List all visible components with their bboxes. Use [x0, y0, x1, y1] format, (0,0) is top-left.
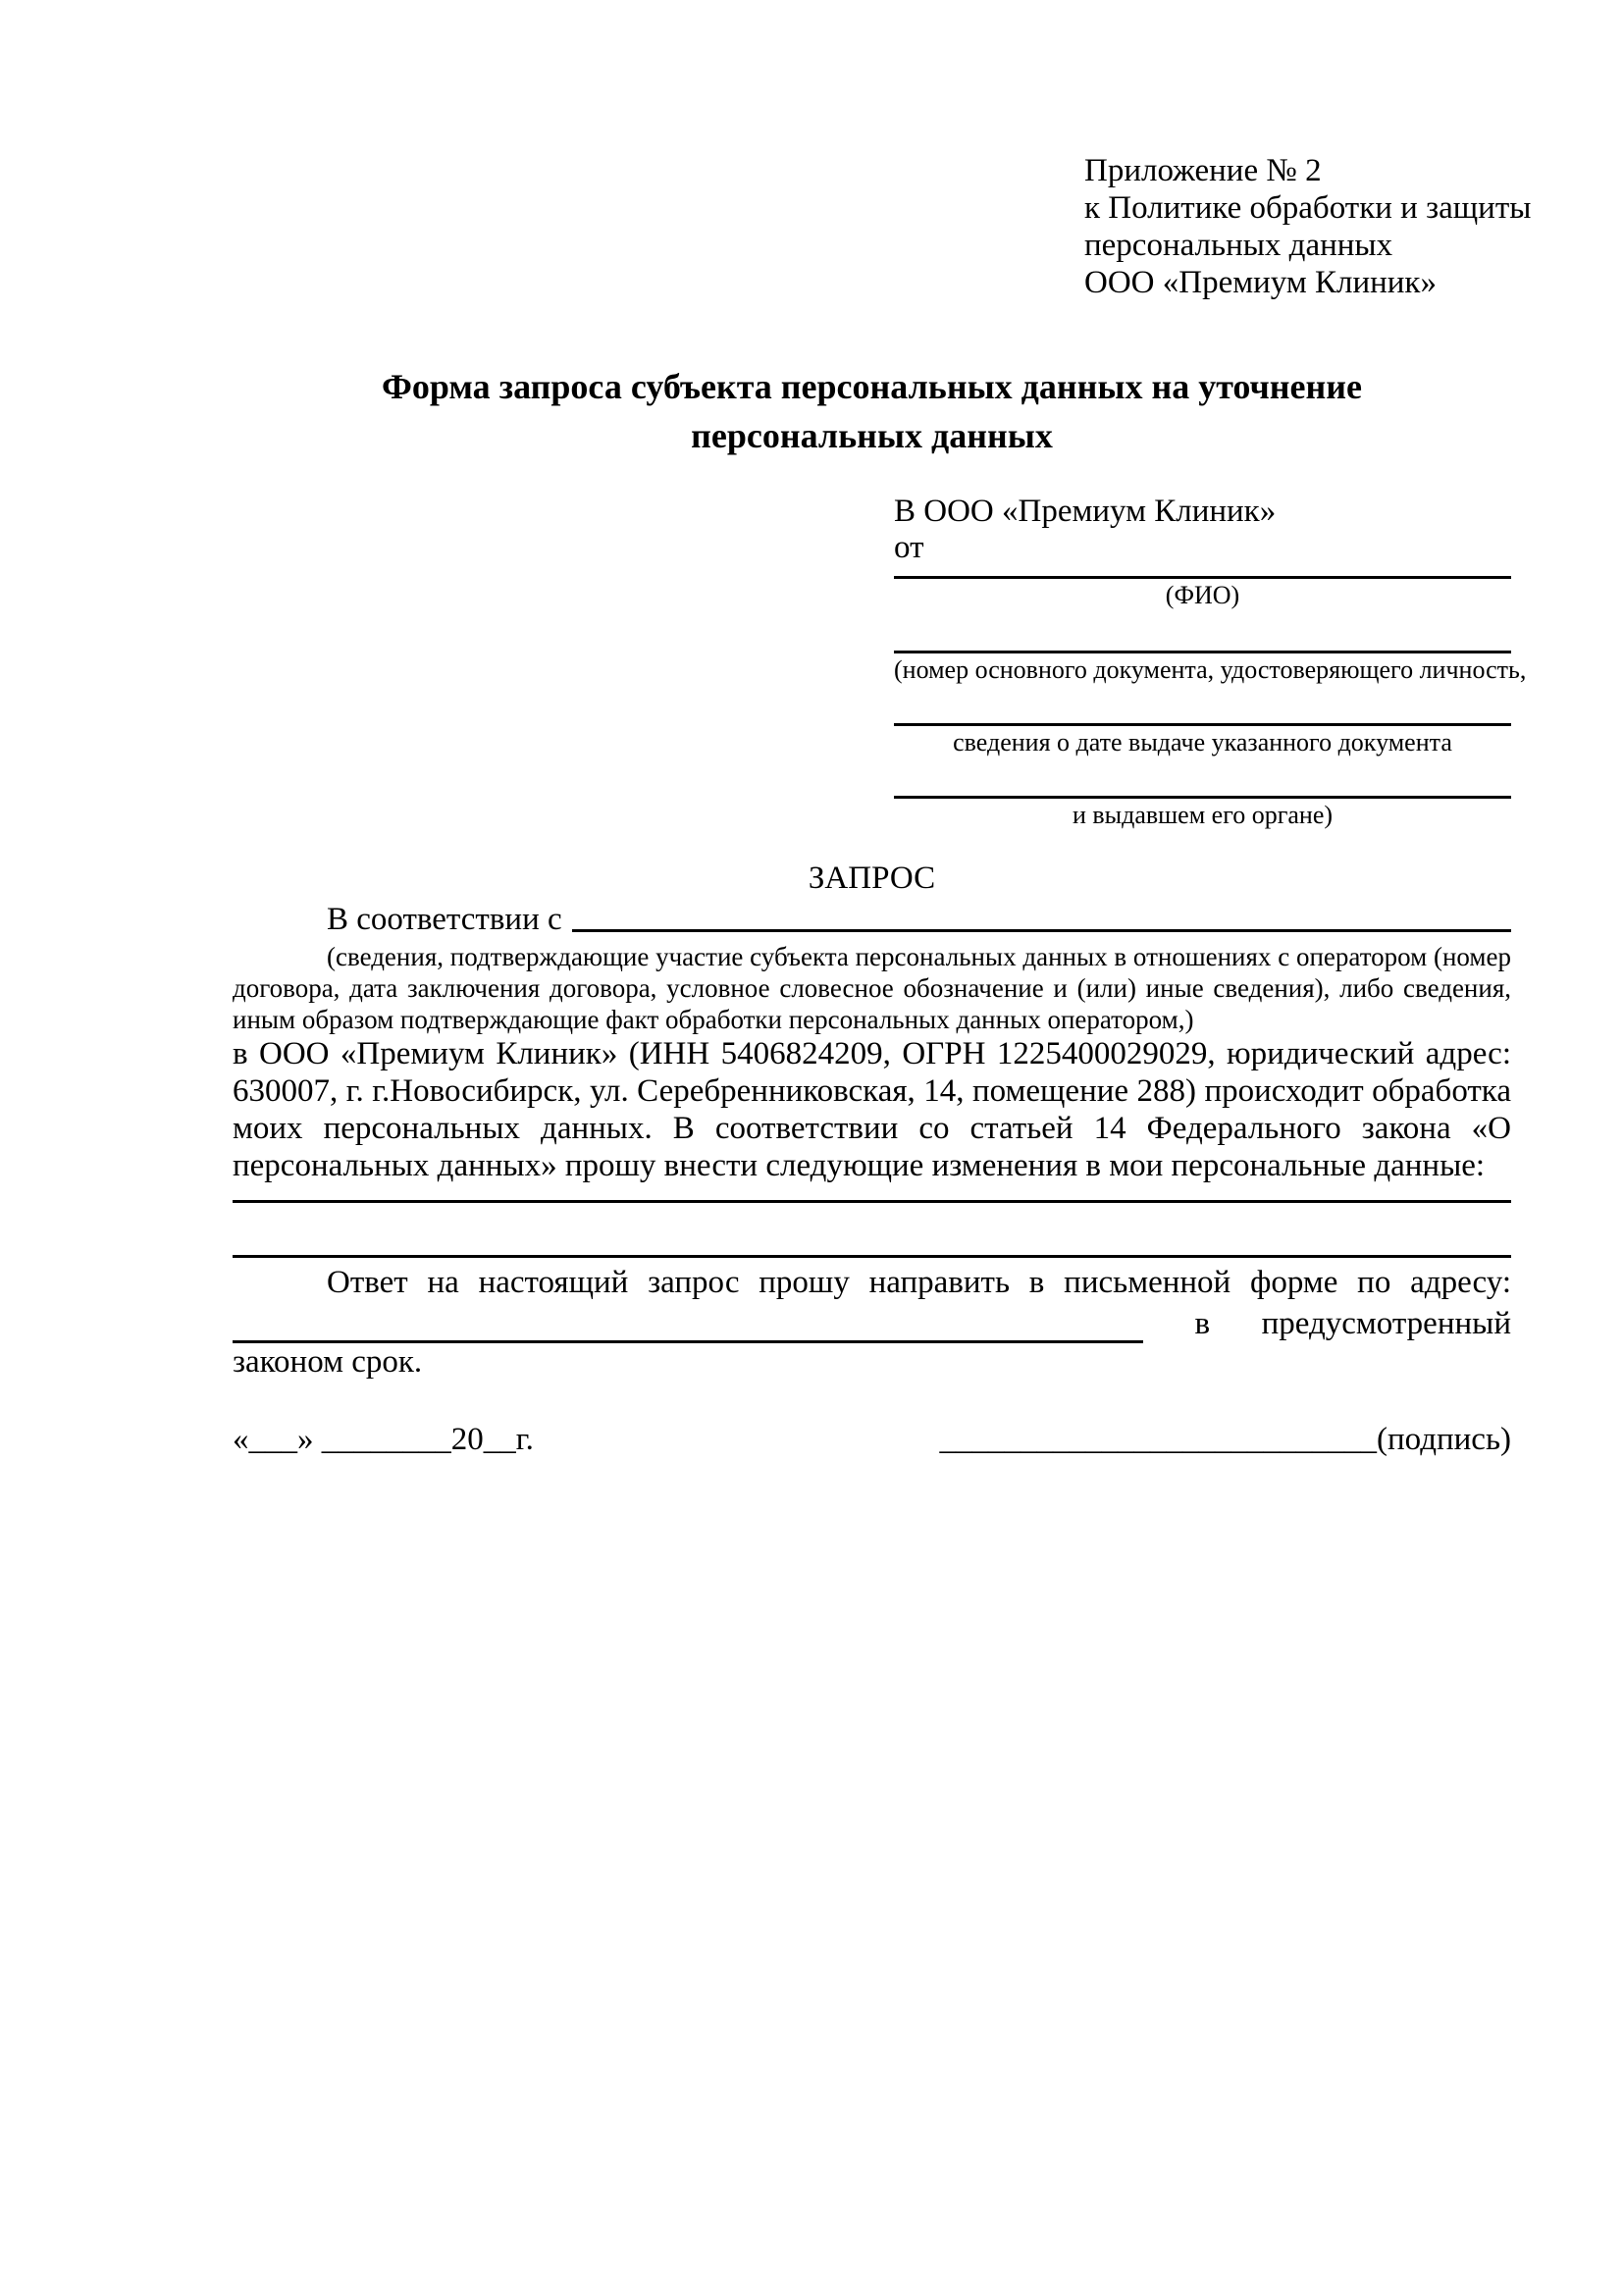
form-title-line: персональных данных	[691, 416, 1053, 455]
date-blank: «___» ________20__г.	[233, 1422, 534, 1457]
fio-caption: (ФИО)	[1165, 581, 1240, 609]
basis-line	[233, 898, 1511, 939]
reply-word-2: предусмотренный	[1261, 1306, 1511, 1341]
date-signature-row	[233, 1421, 1511, 1459]
reply-address-blank-line	[233, 1307, 1143, 1343]
issue-date-blank-line	[894, 686, 1511, 726]
issue-date-caption: сведения о дате выдаче указанного документа	[953, 728, 1452, 757]
signature-area	[940, 1421, 1512, 1459]
recipient-block	[894, 490, 1527, 831]
appendix-header-line: к Политике обработки и защиты	[1084, 190, 1532, 226]
reply-word-1: в	[1194, 1306, 1211, 1341]
signature-caption: (подпись)	[1377, 1422, 1511, 1457]
appendix-header-line: персональных данных	[1084, 228, 1393, 263]
changes-blank-line-2	[233, 1203, 1511, 1258]
doc-number-caption: (номер основного документа, удостоверяющего личность,	[894, 655, 1527, 684]
form-title	[233, 362, 1511, 460]
appendix-header-line: Приложение № 2	[1084, 153, 1322, 188]
form-title-line: Форма запроса субъекта персональных данных на уточнение	[382, 367, 1362, 406]
changes-blank-line-1	[233, 1184, 1511, 1203]
doc-number-blank-line	[894, 611, 1511, 653]
request-heading: ЗАПРОС	[808, 861, 936, 896]
signature-blank-line: ___________________________	[939, 1422, 1377, 1457]
basis-blank-line	[572, 929, 1511, 932]
reply-sentence: Ответ на настоящий запрос прошу направить в письменной форме по адресу:	[327, 1265, 1511, 1300]
basis-note: (сведения, подтверждающие участие субъекта персональных данных в отношениях с оператором (номер договора, дата заключения договора, условное словесное обозначение и (или) иные сведения), либо сведения, иным образом подтверждающие факт обработки персональных данных оператором,)	[233, 942, 1511, 1034]
appendix-header-line: ООО «Премиум Клиник»	[1084, 265, 1437, 300]
reply-address-line	[233, 1302, 1511, 1343]
issuing-authority-caption: и выдавшем его органе)	[1072, 801, 1334, 829]
basis-intro-label: В соответствии с	[327, 902, 562, 937]
recipient-from-label: от	[894, 530, 924, 565]
issuing-authority-blank-line	[894, 758, 1511, 799]
fio-blank-line	[894, 563, 1511, 579]
request-body: в ООО «Премиум Клиник» (ИНН 5406824209, ОГРН 1225400029029, юридический адрес: 630007, г. г.Новосибирск, ул. Серебренниковская, 14, помещение 288) происходит обработка моих персональных данных. В соответствии со статьей 14 Федерального закона «О персональных данных» прошу внести следующие изменения в мои персональные данные:	[233, 1036, 1511, 1183]
closing-text: законом срок.	[233, 1344, 423, 1380]
recipient-to: В ООО «Премиум Клиник»	[894, 494, 1277, 529]
appendix-header	[1084, 152, 1532, 301]
